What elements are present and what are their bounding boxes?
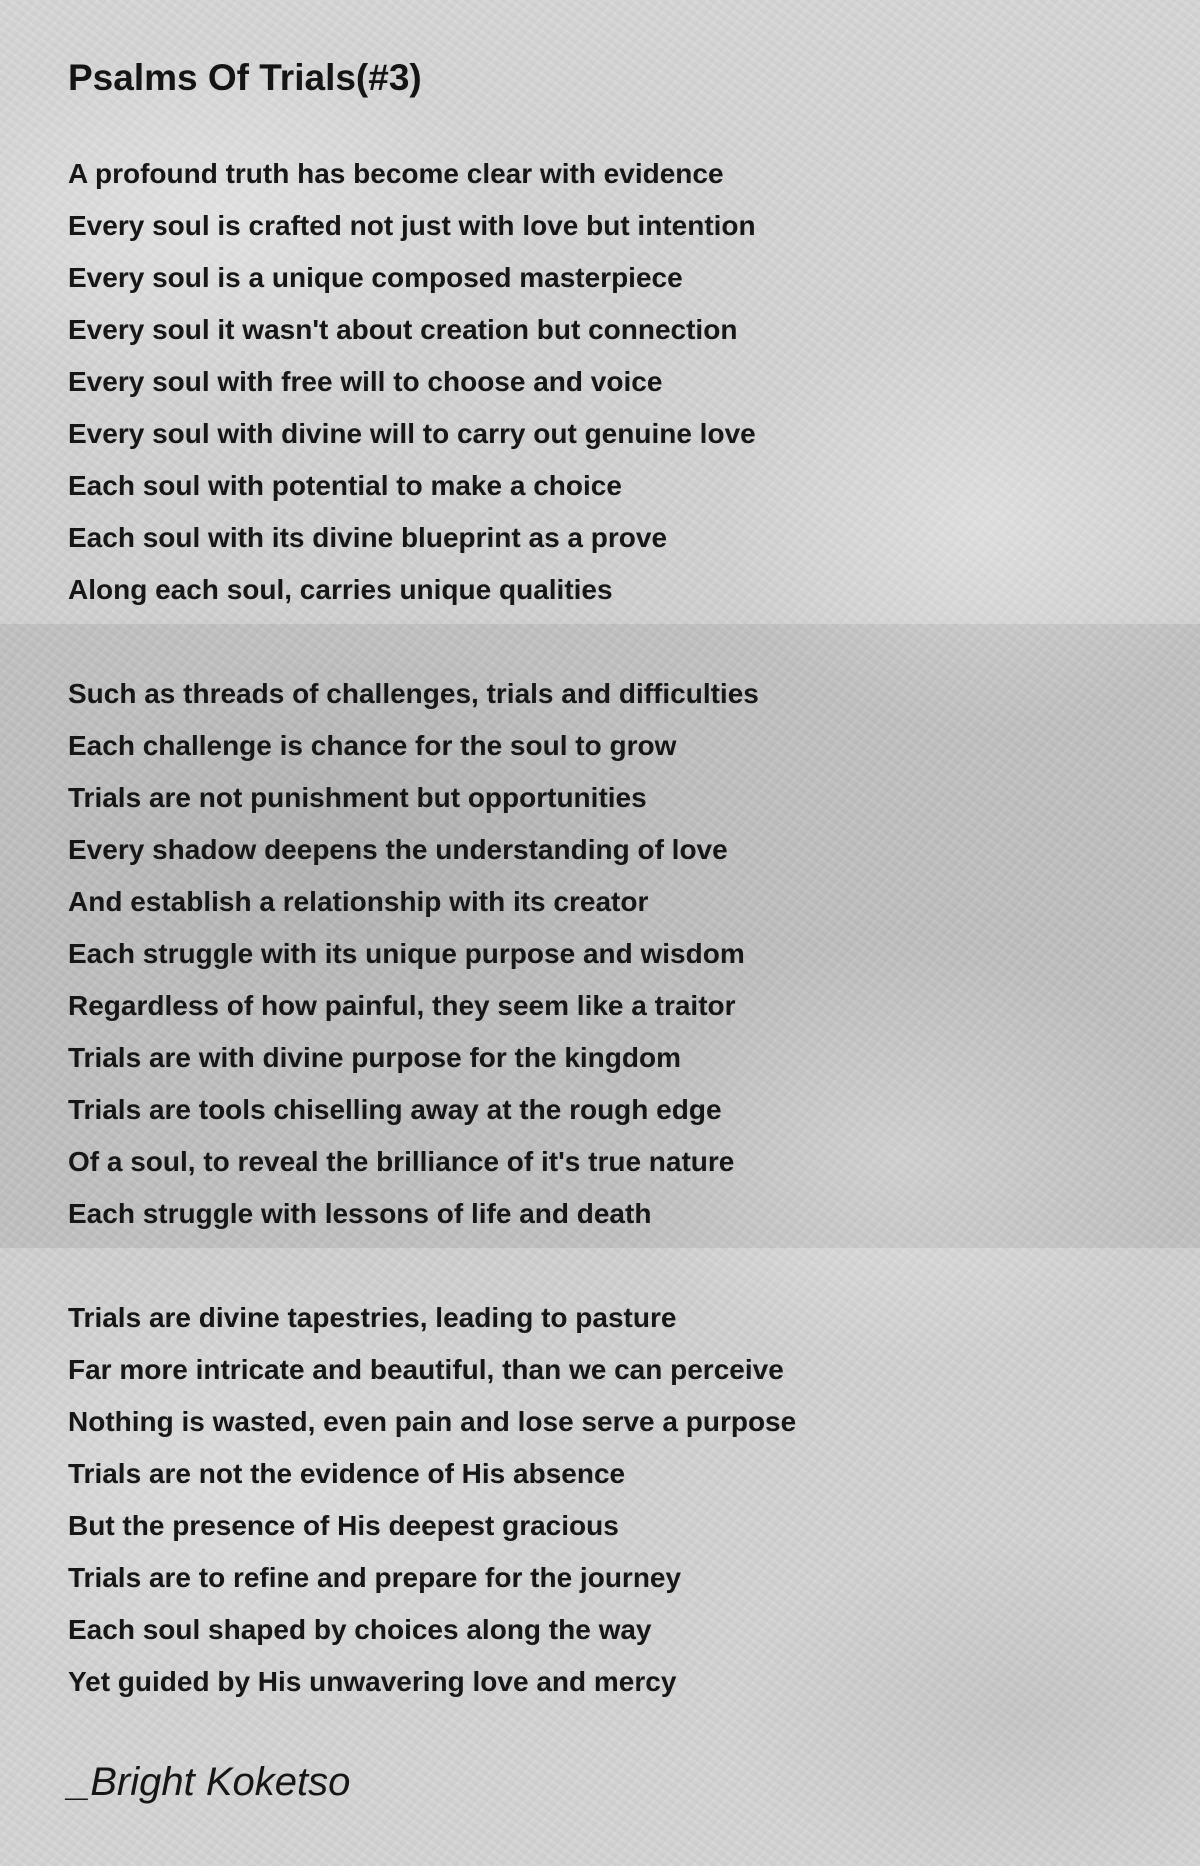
poem-line: Trials are to refine and prepare for the journey <box>68 1562 682 1593</box>
poem-line: Every soul with free will to choose and voice <box>68 366 663 397</box>
poem-line: Nothing is wasted, even pain and lose serve a purpose <box>68 1406 797 1437</box>
poem-line: A profound truth has become clear with evidence <box>68 158 724 189</box>
stanza-1 <box>68 148 1148 616</box>
poem-line: Such as threads of challenges, trials and difficulties <box>68 678 759 709</box>
poem-line: Every soul is crafted not just with love but intention <box>68 210 756 241</box>
poem-line: Each struggle with its unique purpose and wisdom <box>68 938 745 969</box>
poem-line: But the presence of His deepest gracious <box>68 1510 619 1541</box>
poem-line: Trials are divine tapestries, leading to pasture <box>68 1302 677 1333</box>
poem-line: Each challenge is chance for the soul to grow <box>68 730 677 761</box>
stanza-2 <box>68 668 1148 1240</box>
poem-line: Every shadow deepens the understanding of love <box>68 834 728 865</box>
poem-title: Psalms Of Trials(#3) <box>68 57 422 98</box>
poem-line: Of a soul, to reveal the brilliance of it's true nature <box>68 1146 735 1177</box>
poem-line: Every soul it wasn't about creation but connection <box>68 314 738 345</box>
poem-line: Trials are with divine purpose for the kingdom <box>68 1042 681 1073</box>
poem-container <box>68 52 1148 1812</box>
poem-line: Each soul with its divine blueprint as a prove <box>68 522 668 553</box>
poem-author: _Bright Koketso <box>68 1760 351 1804</box>
poem-line: Each soul shaped by choices along the way <box>68 1614 652 1645</box>
poem-line: Yet guided by His unwavering love and mercy <box>68 1666 677 1697</box>
poem-line: Every soul with divine will to carry out genuine love <box>68 418 756 449</box>
poem-line: Each soul with potential to make a choice <box>68 470 622 501</box>
poem-line: Far more intricate and beautiful, than we can perceive <box>68 1354 784 1385</box>
poem-line: Every soul is a unique composed masterpiece <box>68 262 683 293</box>
stanza-3 <box>68 1292 1148 1708</box>
poem-line: Along each soul, carries unique qualities <box>68 574 613 605</box>
poem-line: Trials are tools chiselling away at the rough edge <box>68 1094 722 1125</box>
poem-line: Trials are not punishment but opportunities <box>68 782 647 813</box>
stanza-gap <box>68 616 1148 668</box>
stanza-gap <box>68 1240 1148 1292</box>
poem-line: Trials are not the evidence of His absence <box>68 1458 626 1489</box>
poem-line: And establish a relationship with its creator <box>68 886 649 917</box>
poem-line: Each struggle with lessons of life and death <box>68 1198 652 1229</box>
poem-line: Regardless of how painful, they seem like a traitor <box>68 990 736 1021</box>
